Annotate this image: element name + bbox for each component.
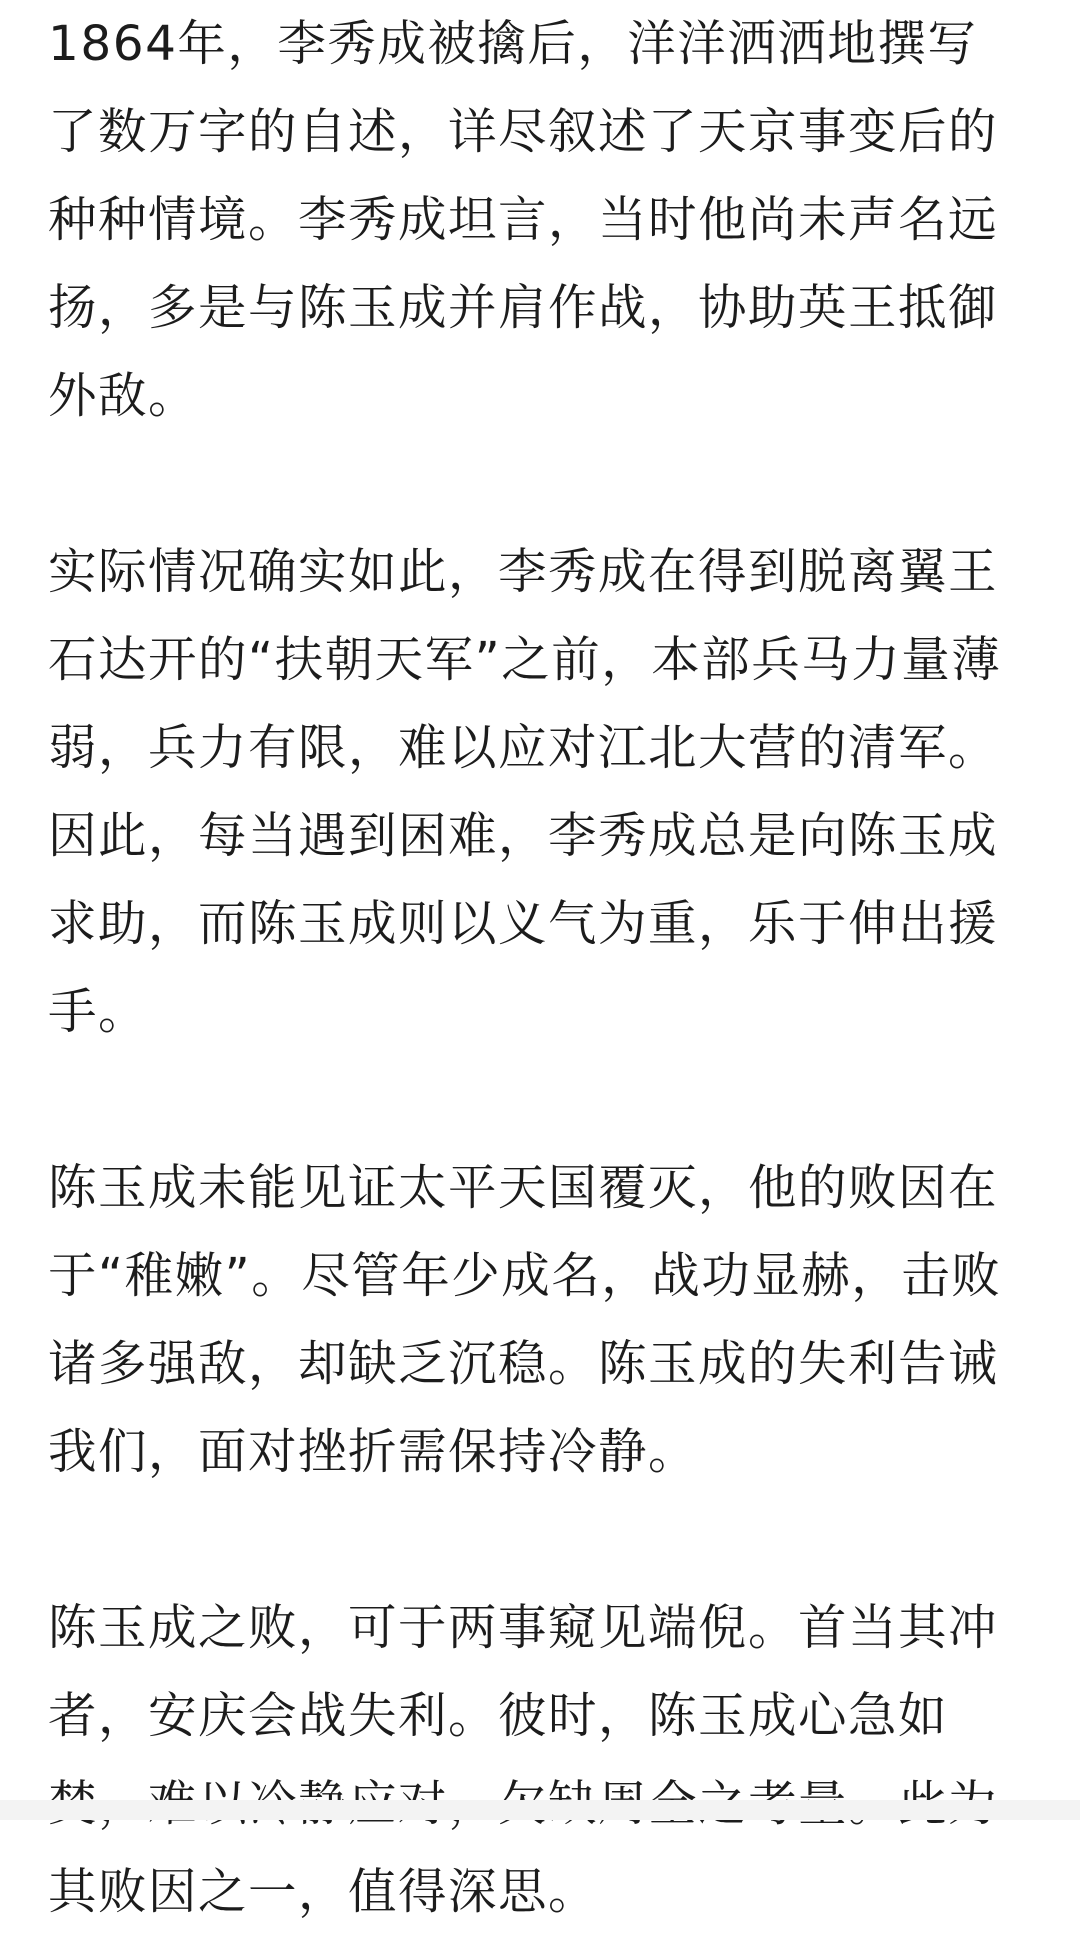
- paragraph: [48, 1584, 1038, 1936]
- bottom-bar: [0, 1800, 1080, 1820]
- text-line: 于“稚嫩”。尽管年少成名，战功显赫，击败: [48, 1248, 1002, 1304]
- text-line: 扬，多是与陈玉成并肩作战，协助英王抵御: [48, 280, 999, 336]
- text-line: 陈玉成未能见证太平天国覆灭，他的败因在: [48, 1160, 999, 1216]
- text-line: 1864年，李秀成被擒后，洋洋洒洒地撰写: [48, 16, 978, 72]
- text-line: 外敌。: [48, 368, 199, 424]
- text-line: 求助，而陈玉成则以义气为重，乐于伸出援: [48, 896, 999, 952]
- text-line: 因此，每当遇到困难，李秀成总是向陈玉成: [48, 808, 999, 864]
- text-line: 种种情境。李秀成坦言，当时他尚未声名远: [48, 192, 999, 248]
- text-line: 诸多强敌，却缺乏沉稳。陈玉成的失利告诫: [48, 1336, 999, 1392]
- paragraph: [48, 1144, 1038, 1496]
- text-line: 了数万字的自述，详尽叙述了天京事变后的: [48, 104, 999, 160]
- text-line: 我们，面对挫折需保持冷静。: [48, 1424, 699, 1480]
- text-line: 弱，兵力有限，难以应对江北大营的清军。: [48, 720, 999, 776]
- text-line: 者，安庆会战失利。彼时，陈玉成心急如: [48, 1688, 949, 1744]
- text-line: 其败因之一，值得深思。: [48, 1864, 599, 1920]
- text-line: 实际情况确实如此，李秀成在得到脱离翼王: [48, 544, 999, 600]
- text-line: 石达开的“扶朝天军”之前，本部兵马力量薄: [48, 632, 1002, 688]
- paragraph: [48, 528, 1038, 1056]
- text-line: 手。: [48, 984, 149, 1040]
- text-line: 陈玉成之败，可于两事窥见端倪。首当其冲: [48, 1600, 999, 1656]
- paragraph: [48, 0, 1038, 440]
- article-body: [48, 0, 1038, 1936]
